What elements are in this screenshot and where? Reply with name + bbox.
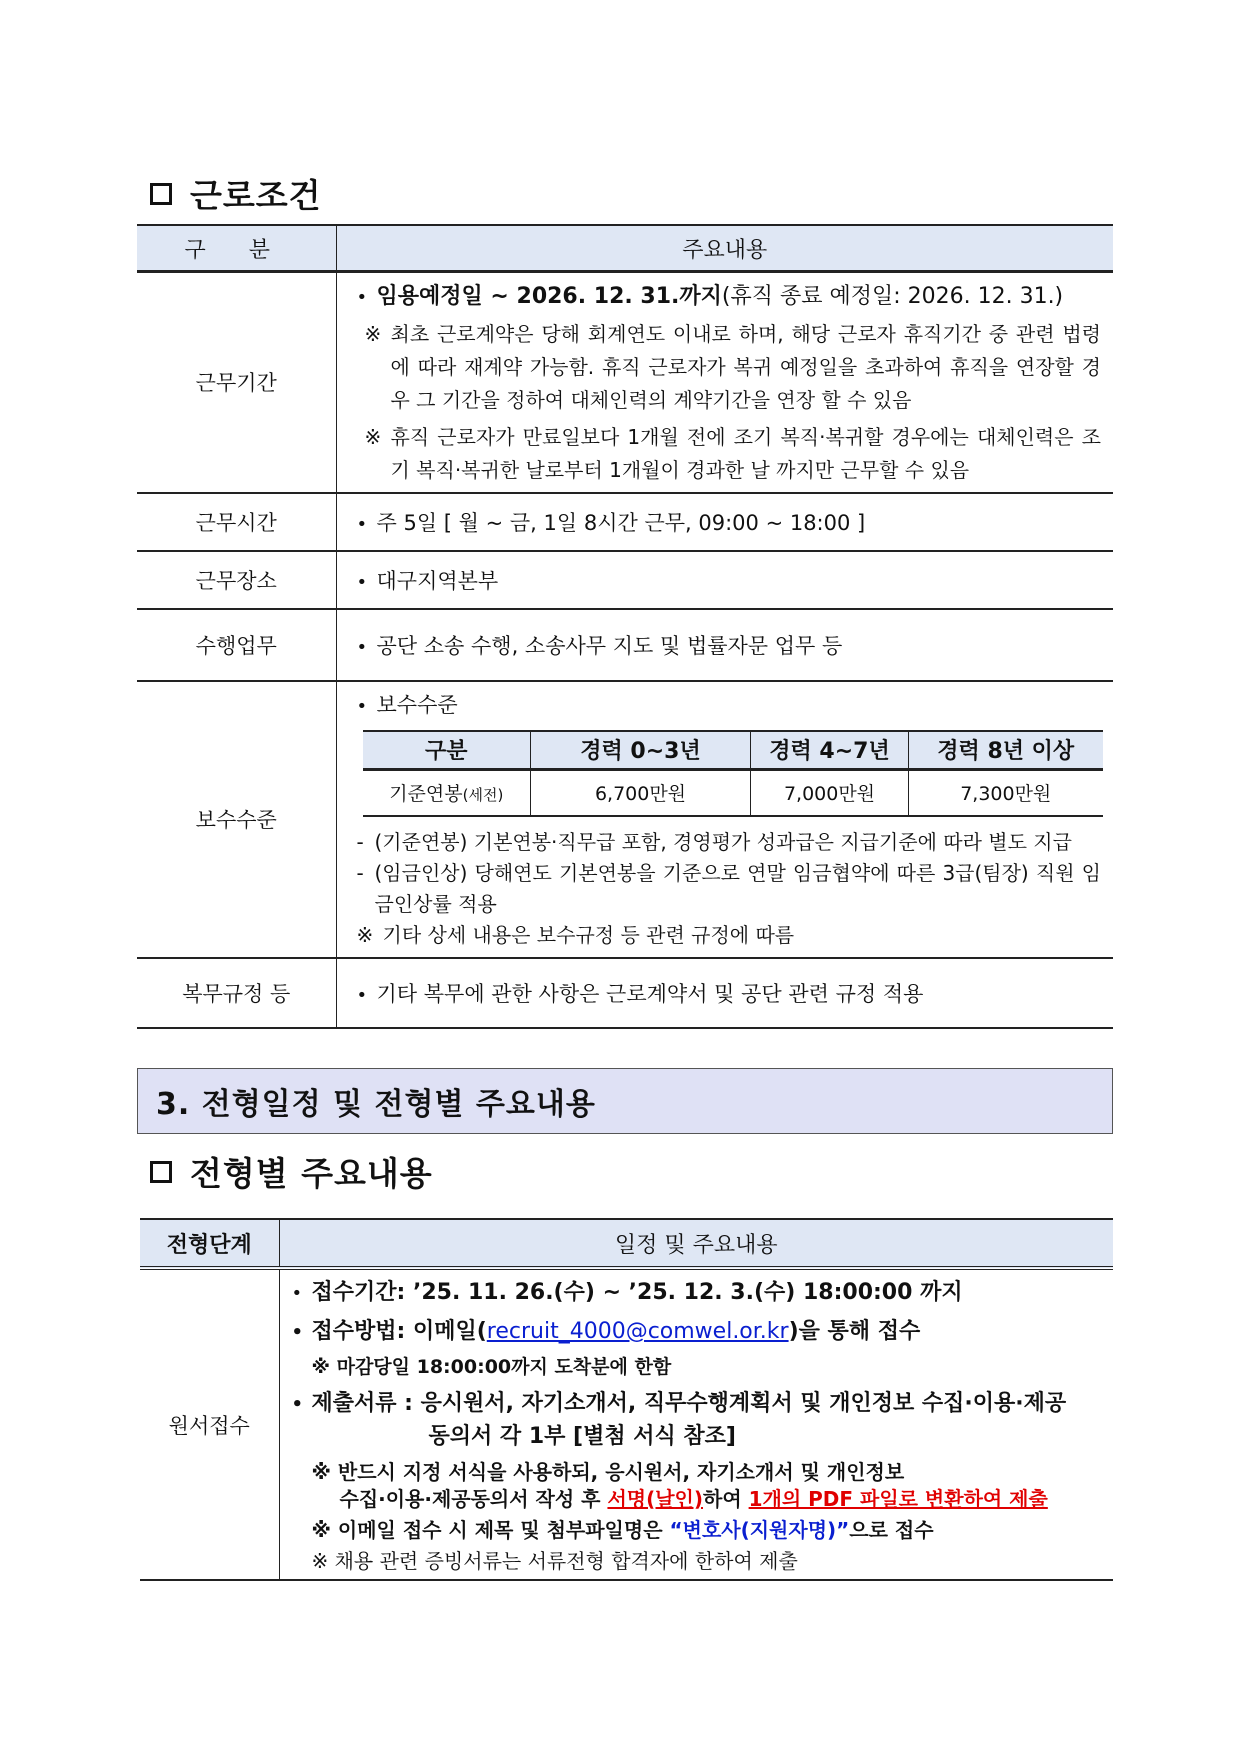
pay-note-raise: - (임금인상) 당해연도 기본연봉을 기준으로 연말 임금협약에 따른 3급(팀장) 직원 임금인상률 적용 xyxy=(356,860,1101,916)
pdf-highlight: 1개의 PDF 파일로 변환하여 제출 xyxy=(748,1487,1048,1511)
row-label: 복무규정 등 xyxy=(137,958,336,1028)
proof-note: ※ 채용 관련 증빙서류는 서류전형 합격자에 한하여 제출 xyxy=(311,1549,798,1573)
section-title: 전형별 주요내용 xyxy=(190,1154,433,1193)
header-category: 구 분 xyxy=(137,225,336,272)
rules-value: • 기타 복무에 관한 사항은 근로계약서 및 공단 관련 규정 적용 xyxy=(356,981,924,1006)
documents-line2: 동의서 각 1부 [별첨 서식 참조] xyxy=(428,1424,736,1449)
section-heading-working-conditions xyxy=(150,170,322,217)
pay-note-base: - (기준연봉) 기본연봉·직무급 포함, 경영평가 성과급은 지급기준에 따라 별도 지급 xyxy=(356,829,1072,854)
email-address: recruit_4000@comwel.or.kr xyxy=(486,1319,789,1344)
period-main xyxy=(357,277,1102,318)
table-header-row xyxy=(140,1219,1113,1268)
pay-intro: • 보수수준 xyxy=(356,692,458,717)
form-note-line1: ※ 반드시 지정 서식을 사용하되, 응시원서, 자기소개서 및 개인정보 xyxy=(311,1460,905,1484)
stage-label: 원서접수 xyxy=(140,1268,279,1580)
row-service-rules xyxy=(137,958,1113,1028)
bullet-icon: • xyxy=(356,287,368,309)
leave-end-date: (휴직 종료 예정일: 2026. 12. 31.) xyxy=(721,284,1064,310)
checkbox-square-icon xyxy=(150,1161,172,1183)
section-heading-stage-details xyxy=(150,1148,433,1195)
pay-table xyxy=(363,730,1103,817)
deadline-note: ※ 마감당일 18:00:00까지 도착분에 한함 xyxy=(311,1356,672,1378)
pay-value: 7,300만원 xyxy=(909,769,1103,816)
signature-highlight: 서명(날인) xyxy=(607,1487,703,1511)
pay-row-label: 기준연봉(세전) xyxy=(363,769,531,816)
pay-header: 경력 0~3년 xyxy=(531,731,751,770)
row-duties xyxy=(137,609,1113,681)
row-application xyxy=(140,1268,1113,1580)
working-conditions-table xyxy=(137,224,1113,1029)
application-method: • 접수방법: 이메일(recruit_4000@comwel.or.kr)을 통해 접수 xyxy=(291,1319,921,1344)
place-value: • 대구지역본부 xyxy=(356,568,499,593)
pay-header: 경력 8년 이상 xyxy=(909,731,1103,770)
hours-value: • 주 5일 [ 월 ~ 금, 1일 8시간 근무, 09:00 ~ 18:00 ] xyxy=(356,510,866,535)
pay-value: 6,700만원 xyxy=(531,769,751,816)
row-pay xyxy=(137,681,1113,958)
header-schedule: 일정 및 주요내용 xyxy=(279,1219,1113,1268)
row-label: 근무시간 xyxy=(137,493,336,551)
period-dates: 임용예정일 ~ 2026. 12. 31.까지 xyxy=(376,284,722,310)
row-work-period xyxy=(137,272,1113,493)
row-label: 수행업무 xyxy=(137,609,336,681)
pay-note-other: ※ 기타 상세 내용은 보수규정 등 관련 규정에 따름 xyxy=(356,922,795,947)
header-stage: 전형단계 xyxy=(140,1219,279,1268)
note-contract: ※ 최초 근로계약은 당해 회계연도 이내로 하며, 해당 근로자 휴직기간 중 관련 법령에 따라 재계약 가능함. 휴직 근로자가 복귀 예정일을 초과하여 휴직을 연장할 경우 그 기간을 정하여 대체인력의 계약기간을 연장 할 수 있음 xyxy=(364,322,1101,413)
duty-value: • 공단 소송 수행, 소송사무 지도 및 법률자문 업무 등 xyxy=(356,633,843,658)
row-label: 근무장소 xyxy=(137,551,336,609)
stage-table xyxy=(140,1218,1113,1581)
header-main-content: 주요내용 xyxy=(336,225,1113,272)
banner-title: 3. 전형일정 및 전형별 주요내용 xyxy=(156,1087,596,1122)
row-work-hours xyxy=(137,493,1113,551)
row-label: 보수수준 xyxy=(137,681,336,958)
email-note: ※ 이메일 접수 시 제목 및 첨부파일명은 “변호사(지원자명)”으로 접수 xyxy=(311,1518,934,1542)
section-banner xyxy=(137,1068,1113,1134)
filename-highlight: “변호사(지원자명)” xyxy=(669,1518,850,1542)
application-period: • 접수기간: ’25. 11. 26.(수) ~ ’25. 12. 3.(수) 18:00:00 까지 xyxy=(291,1280,963,1305)
section-title: 근로조건 xyxy=(190,176,322,215)
pay-value: 7,000만원 xyxy=(751,769,909,816)
pay-header: 구분 xyxy=(363,731,531,770)
checkbox-square-icon xyxy=(150,183,172,205)
row-label: 근무기간 xyxy=(137,272,336,493)
form-note-line2: 수집·이용·제공동의서 작성 후 서명(날인)하여 1개의 PDF 파일로 변환하여 제출 xyxy=(339,1487,1048,1511)
table-header-row xyxy=(137,225,1113,272)
pay-header: 경력 4~7년 xyxy=(751,731,909,770)
note-early-return: ※ 휴직 근로자가 만료일보다 1개월 전에 조기 복직·복귀할 경우에는 대체인력은 조기 복직·복귀한 날로부터 1개월이 경과한 날 까지만 근무할 수 있음 xyxy=(364,425,1101,483)
row-work-place xyxy=(137,551,1113,609)
documents-line1: • 제출서류 : 응시원서, 자기소개서, 직무수행계획서 및 개인정보 수집·이용·제공 xyxy=(291,1391,1067,1416)
